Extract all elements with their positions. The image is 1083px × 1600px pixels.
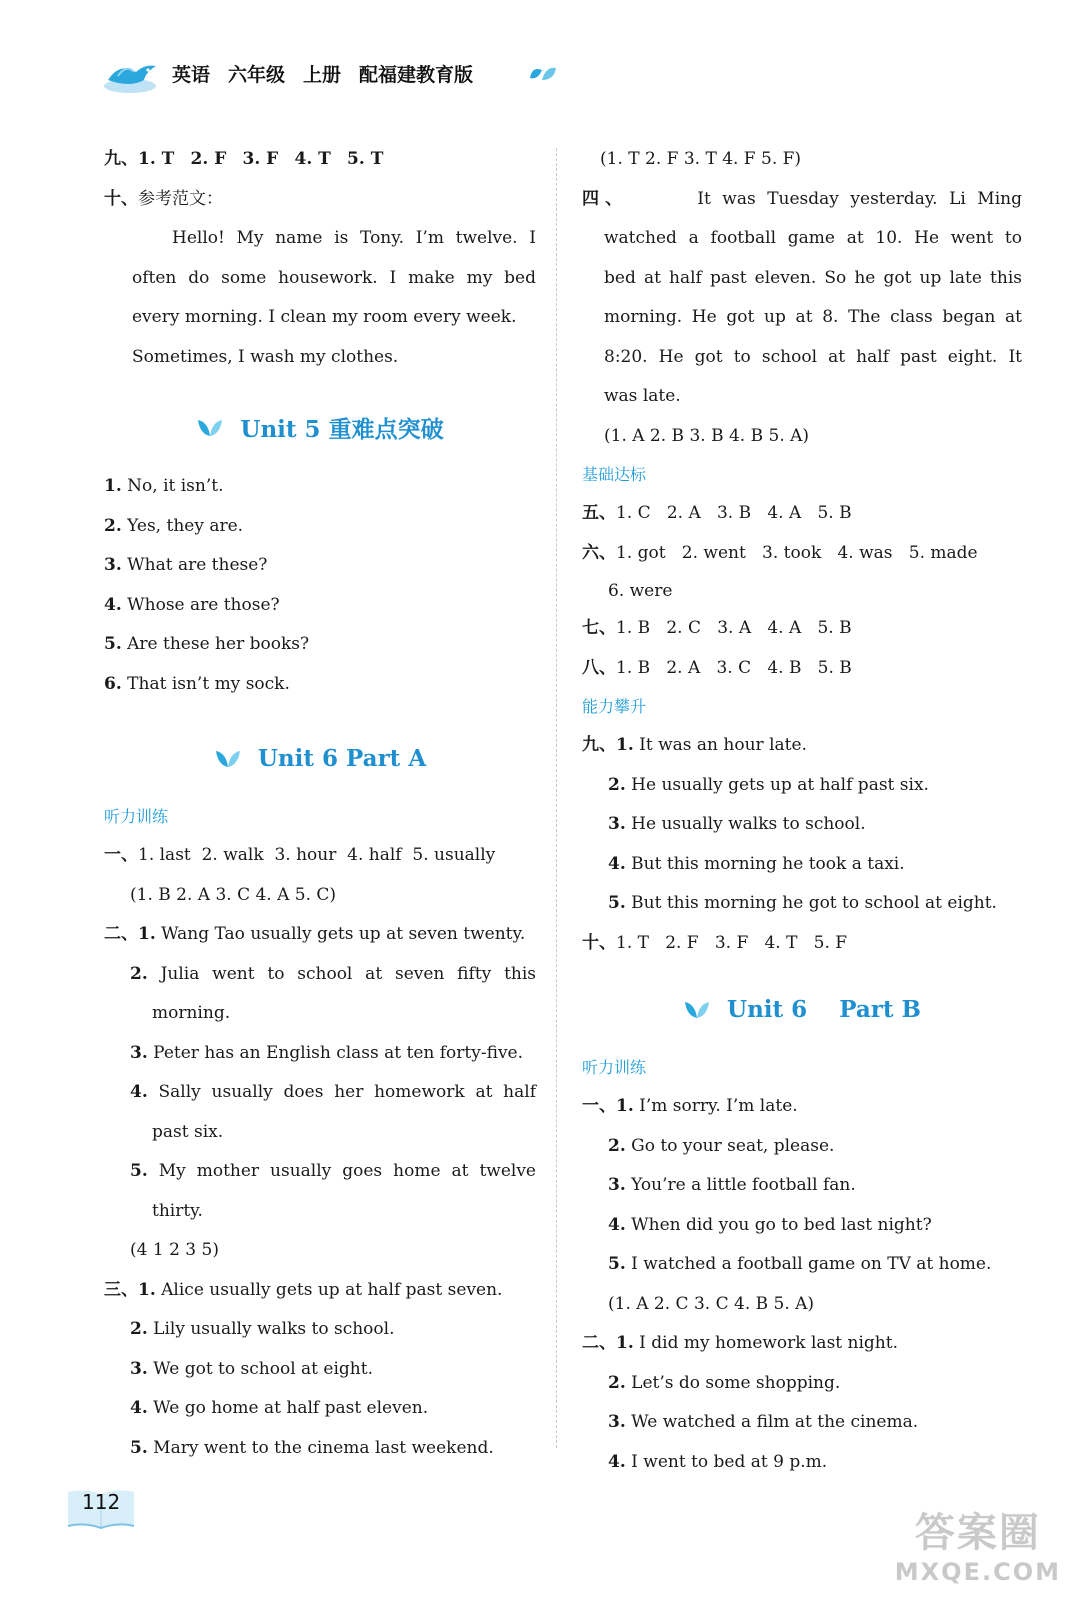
item-number: 3. <box>130 1042 148 1063</box>
answer: 4. T <box>294 149 331 169</box>
item-text: What are these? <box>127 555 268 575</box>
question-label: 六、 <box>582 542 616 563</box>
answer: 1. last <box>138 845 191 865</box>
item-number: 1. <box>138 924 156 944</box>
answer: 4. T <box>764 932 798 953</box>
column-divider <box>556 148 557 1448</box>
item-number: 3. <box>608 1412 626 1432</box>
item-number: 4. <box>130 1082 148 1102</box>
answer-row <box>582 494 1022 534</box>
question-label: 一、 <box>104 845 138 865</box>
section-heading-listening: 听力训练 <box>104 807 169 826</box>
answer-key: (1. A 2. C 3. C 4. B 5. A) <box>608 1293 815 1314</box>
item-text: You’re a little football fan. <box>631 1175 856 1195</box>
item-number: 5. <box>130 1161 148 1181</box>
answer: 5. T <box>347 149 384 169</box>
header-volume: 上册 <box>303 64 342 86</box>
answer-key: (1. T 2. F 3. T 4. F 5. F) <box>600 149 802 169</box>
item-text: Peter has an English class at ten forty-five. <box>153 1042 524 1063</box>
item-number: 1. <box>138 1279 156 1300</box>
answer-row <box>582 924 1022 964</box>
item-number: 2. <box>130 963 148 984</box>
passage-text: It was Tuesday yesterday. Li Ming <box>697 188 1022 209</box>
header-edition: 配福建教育版 <box>359 64 474 86</box>
answer: 2. walk <box>201 845 264 865</box>
unit6b-title-part: Part B <box>839 995 921 1023</box>
item-number: 3. <box>130 1358 148 1379</box>
watermark-line2: MXQE.COM <box>894 1558 1061 1586</box>
answer: 5. B <box>817 657 852 678</box>
header-title <box>172 60 491 87</box>
list-item <box>582 805 1022 845</box>
question-label: 九、 <box>104 149 138 169</box>
list-item <box>104 915 536 955</box>
item-number: 4. <box>104 594 122 615</box>
list-item <box>582 766 1022 806</box>
answer: 1. T <box>138 149 175 169</box>
list-item <box>582 1206 1022 1246</box>
item-text: Yes, they are. <box>127 515 244 536</box>
item-text: Julia went to school at seven fifty this <box>160 963 537 984</box>
item-number: 5. <box>130 1437 148 1458</box>
item-number: 2. <box>104 515 122 536</box>
answer: 3. C <box>716 657 752 678</box>
sample-essay-heading <box>104 180 536 220</box>
right-column <box>582 140 1022 1482</box>
answer: 4. B <box>767 657 802 678</box>
item-text: My mother usually goes home at twelve <box>158 1161 536 1181</box>
item-text: We watched a film at the cinema. <box>631 1412 919 1432</box>
list-item <box>582 1127 1022 1167</box>
header-grade: 六年级 <box>228 64 286 86</box>
item-text: Go to your seat, please. <box>631 1135 835 1156</box>
item-text: He usually walks to school. <box>631 814 866 834</box>
item-text: I’m sorry. I’m late. <box>639 1096 798 1116</box>
list-item <box>582 1443 1022 1483</box>
question-label: 八、 <box>582 657 616 678</box>
watermark <box>895 1501 1061 1586</box>
list-item <box>104 625 536 665</box>
item-number: 4. <box>608 1451 626 1472</box>
list-item <box>582 884 1022 924</box>
answer: 3. B <box>716 503 752 523</box>
item-number: 4. <box>608 1214 626 1235</box>
watermark-line1: 答案圈 <box>914 1510 1041 1556</box>
list-item-continued: morning. <box>152 1003 231 1023</box>
item-number: 1. <box>616 735 634 755</box>
item-number: 2. <box>608 1135 626 1156</box>
answer: 2. A <box>666 657 701 678</box>
item-text: He usually gets up at half past six. <box>631 774 929 795</box>
passage-line <box>582 180 1022 220</box>
answer-row <box>582 649 1022 689</box>
item-text: I watched a football game on TV at home. <box>631 1254 992 1274</box>
unit5-title-text: Unit 5 重难点突破 <box>240 415 444 443</box>
section-heading-listening: 听力训练 <box>582 1058 647 1077</box>
answer: 2. F <box>190 149 227 169</box>
item-text: Let’s do some shopping. <box>631 1372 841 1393</box>
answer: 1. B <box>616 618 651 638</box>
answer: 1. B <box>616 657 651 678</box>
item-text: Whose are those? <box>127 594 280 615</box>
answer-row <box>582 534 1022 574</box>
list-item <box>104 1429 536 1469</box>
question-label: 四、 <box>582 188 629 209</box>
essay-line: often do some housework. I make my bed <box>132 267 536 288</box>
item-text: When did you go to bed last night? <box>631 1214 932 1235</box>
list-item <box>582 1364 1022 1404</box>
item-number: 1. <box>104 476 122 496</box>
item-text: That isn’t my sock. <box>127 673 290 694</box>
item-number: 5. <box>608 893 626 913</box>
list-item-continued: past six. <box>152 1121 224 1142</box>
question-label: 二、 <box>104 924 138 944</box>
item-text: But this morning he took a taxi. <box>631 853 905 874</box>
list-item <box>582 1087 1022 1127</box>
answer: 6. were <box>608 581 673 601</box>
question-label: 三、 <box>104 1279 138 1300</box>
page-header <box>100 56 700 96</box>
page-number <box>66 1486 136 1534</box>
essay-line: every morning. I clean my room every week. <box>132 307 517 327</box>
list-item <box>104 1350 536 1390</box>
list-item <box>104 1073 536 1113</box>
answer: 4. half <box>347 845 402 865</box>
question-label: 七、 <box>582 618 616 638</box>
answer: 3. F <box>714 932 749 953</box>
list-item <box>104 546 536 586</box>
item-text: Mary went to the cinema last weekend. <box>153 1437 494 1458</box>
question-label: 五、 <box>582 503 616 523</box>
item-text: No, it isn’t. <box>127 476 224 496</box>
leaf-icon <box>528 64 558 84</box>
item-number: 4. <box>608 853 626 874</box>
answer: 4. A <box>767 618 802 638</box>
answer: 3. took <box>762 542 822 563</box>
passage-line: watched a football game at 10. He went to <box>604 228 1022 248</box>
unit5-title <box>104 387 536 467</box>
list-item <box>582 1403 1022 1443</box>
passage-line: 8:20. He got to school at half past eight. It <box>604 346 1022 367</box>
answer-row-q9-left <box>104 140 536 180</box>
item-text: I did my homework last night. <box>639 1333 898 1353</box>
bird-icon <box>100 58 162 96</box>
essay-line: Sometimes, I wash my clothes. <box>132 346 399 367</box>
item-number: 3. <box>104 555 122 575</box>
answer-row <box>582 609 1022 649</box>
passage-line: was late. <box>604 386 681 406</box>
list-item <box>104 665 536 705</box>
list-item <box>104 955 536 995</box>
item-number: 5. <box>608 1254 626 1274</box>
answer: 1. C <box>616 503 651 523</box>
item-text: Wang Tao usually gets up at seven twenty. <box>161 924 526 944</box>
answer: 1. T <box>616 932 649 953</box>
item-text: But this morning he got to school at eight. <box>631 893 997 913</box>
item-number: 2. <box>608 774 626 795</box>
passage-line: bed at half past eleven. So he got up late this <box>604 267 1022 288</box>
item-text: Sally usually does her homework at half <box>158 1082 536 1102</box>
unit6a-title <box>104 718 536 798</box>
question-label: 十、 <box>582 932 616 953</box>
answer: 2. went <box>681 542 746 563</box>
question-label: 二、 <box>582 1333 616 1353</box>
section-heading-basic: 基础达标 <box>582 465 647 484</box>
question-label: 一、 <box>582 1096 616 1116</box>
page-number-text: 112 <box>82 1490 121 1514</box>
list-item <box>104 467 536 507</box>
list-item <box>582 726 1022 766</box>
left-column <box>104 140 536 1468</box>
item-number: 3. <box>608 814 626 834</box>
essay-heading: 参考范文： <box>138 188 223 209</box>
unit6b-title-unit: Unit 6 <box>727 995 808 1023</box>
section-heading-ability: 能力攀升 <box>582 697 647 716</box>
passage-line: morning. He got up at 8. The class began at <box>604 307 1022 327</box>
answer: 3. F <box>242 149 279 169</box>
answer: 3. A <box>717 618 752 638</box>
list-item <box>582 1166 1022 1206</box>
list-item <box>582 1245 1022 1285</box>
item-number: 2. <box>130 1319 148 1339</box>
answer: 5. usually <box>412 845 496 865</box>
item-number: 1. <box>616 1333 634 1353</box>
answer-row <box>104 836 536 876</box>
item-text: We got to school at eight. <box>153 1358 373 1379</box>
sprout-icon <box>196 416 224 438</box>
answer: 5. B <box>817 618 852 638</box>
answer: 4. was <box>837 542 893 563</box>
unit6b-title <box>582 969 1022 1049</box>
question-label: 十、 <box>104 188 138 209</box>
answer: 5. B <box>817 503 852 523</box>
answer: 5. F <box>813 932 848 953</box>
answer: 3. hour <box>274 845 337 865</box>
essay-line: Hello! My name is Tony. I’m twelve. I <box>172 228 536 248</box>
item-number: 5. <box>104 634 122 654</box>
header-subject: 英语 <box>172 64 211 86</box>
answer: 5. made <box>908 542 978 563</box>
sprout-icon <box>683 998 711 1020</box>
answer: 2. A <box>666 503 701 523</box>
answer-key: (1. B 2. A 3. C 4. A 5. C) <box>130 884 337 905</box>
answer: 2. C <box>666 618 701 638</box>
list-item <box>104 1152 536 1192</box>
item-text: Are these her books? <box>127 634 310 654</box>
item-number: 2. <box>608 1372 626 1393</box>
item-text: I went to bed at 9 p.m. <box>631 1451 828 1472</box>
item-number: 3. <box>608 1175 626 1195</box>
list-item <box>582 1324 1022 1364</box>
question-label: 九、 <box>582 735 616 755</box>
sprout-icon <box>214 747 242 769</box>
unit6a-title-text: Unit 6 Part A <box>257 744 427 772</box>
item-text: Lily usually walks to school. <box>153 1319 395 1339</box>
list-item <box>104 586 536 626</box>
answer-key: (1. A 2. B 3. B 4. B 5. A) <box>604 425 810 446</box>
list-item <box>582 845 1022 885</box>
answer: 2. F <box>665 932 699 953</box>
answer: 4. A <box>767 503 802 523</box>
item-number: 6. <box>104 673 122 694</box>
item-text: It was an hour late. <box>639 735 807 755</box>
list-item-continued: thirty. <box>152 1200 203 1221</box>
answer: 1. got <box>616 542 666 563</box>
item-text: We go home at half past eleven. <box>153 1398 429 1418</box>
item-number: 4. <box>130 1398 148 1418</box>
list-item <box>104 1310 536 1350</box>
list-item <box>104 1389 536 1429</box>
list-item <box>104 1034 536 1074</box>
list-item <box>104 1271 536 1311</box>
item-number: 1. <box>616 1096 634 1116</box>
item-text: Alice usually gets up at half past seven. <box>161 1279 503 1300</box>
list-item <box>104 507 536 547</box>
answer-key: (4 1 2 3 5) <box>130 1240 219 1260</box>
